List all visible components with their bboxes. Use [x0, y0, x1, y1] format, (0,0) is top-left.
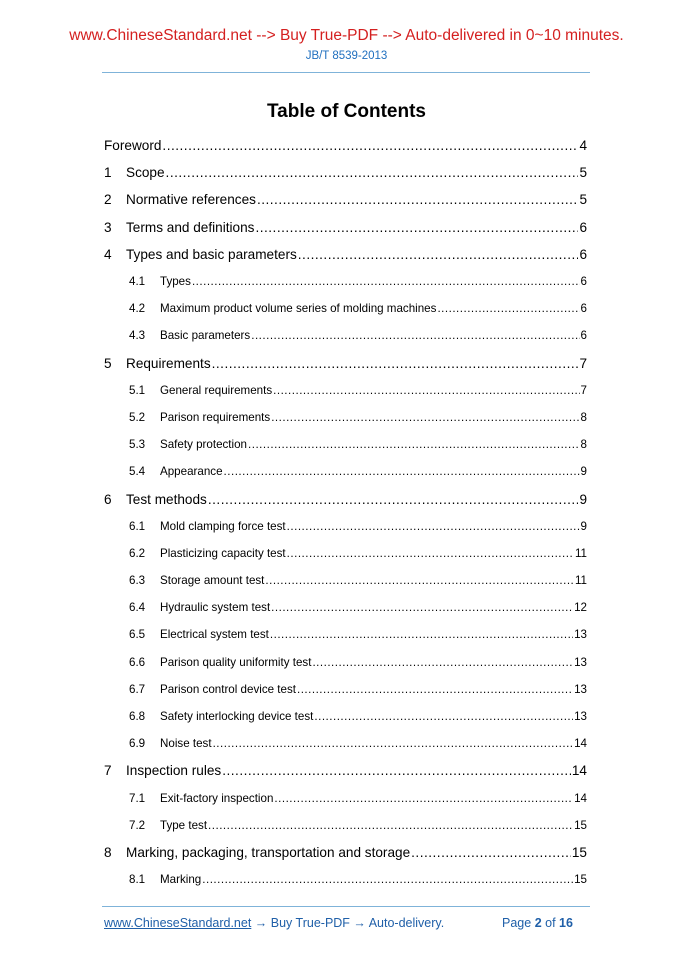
toc-entry-label: Storage amount test [160, 574, 265, 588]
toc-entry-label: Safety interlocking device test [160, 710, 314, 724]
toc-entry-label: Mold clamping force test [160, 519, 286, 533]
toc-leader-dots [213, 737, 574, 750]
toc-entry[interactable] [104, 703, 587, 730]
toc-entry[interactable] [104, 268, 587, 295]
toc-entry-page: 7 [580, 383, 587, 397]
toc-entry-number: 5.3 [129, 438, 146, 452]
toc-entry-label: Electrical system test [160, 628, 269, 642]
toc-entry[interactable] [104, 159, 587, 186]
toc-leader-dots [265, 574, 574, 587]
toc-entry-page: 13 [574, 655, 587, 669]
toc-entry[interactable] [104, 186, 587, 213]
toc-leader-dots [222, 763, 571, 778]
toc-entry-number: 6.7 [129, 682, 146, 696]
toc-entry-page: 15 [574, 873, 587, 887]
toc-leader-dots [274, 792, 573, 805]
toc-leader-dots [248, 438, 580, 451]
toc-entry-page: 7 [579, 355, 587, 371]
toc-leader-dots [411, 845, 571, 860]
toc-entry-label: Normative references [126, 192, 256, 208]
toc-entry[interactable] [104, 350, 587, 377]
toc-entry-page: 6 [580, 275, 587, 289]
toc-entry-label: Types [160, 275, 191, 289]
toc-leader-dots [271, 601, 573, 614]
toc-leader-dots [202, 873, 573, 886]
toc-entry-page: 9 [579, 491, 587, 507]
footer-promo [104, 916, 444, 930]
toc-entry[interactable] [104, 730, 587, 757]
toc-entry-page: 15 [574, 818, 587, 832]
toc-entry-label: Maximum product volume series of molding machines [160, 302, 437, 316]
toc-entry-label: Parison quality uniformity test [160, 655, 312, 669]
footer-tagline: → Buy True-PDF → Auto-delivery. [251, 916, 445, 930]
toc-entry-label: Hydraulic system test [160, 601, 271, 615]
toc-entry-page: 14 [574, 791, 587, 805]
toc-entry-page: 9 [580, 519, 587, 533]
toc-entry-number: 4.2 [129, 302, 146, 316]
toc-leader-dots [224, 465, 580, 478]
toc-entry-number: 6.8 [129, 710, 146, 724]
toc-entry-number: 6.3 [129, 574, 146, 588]
toc-leader-dots [270, 628, 573, 641]
toc-entry-number: 6.1 [129, 519, 146, 533]
toc-entry[interactable] [104, 812, 587, 839]
toc-entry-number: 7 [104, 763, 112, 779]
toc-entry-label: Type test [160, 818, 208, 832]
toc-entry[interactable] [104, 567, 587, 594]
toc-entry[interactable] [104, 132, 587, 159]
toc-entry-page: 14 [571, 763, 587, 779]
toc-entry-number: 3 [104, 219, 112, 235]
toc-entry-number: 8.1 [129, 873, 146, 887]
toc-entry[interactable] [104, 676, 587, 703]
toc-entry-number: 8 [104, 844, 112, 860]
toc-entry[interactable] [104, 785, 587, 812]
page-word: Page [502, 916, 532, 930]
toc-leader-dots [166, 165, 579, 180]
toc-entry-label: Parison control device test [160, 682, 296, 696]
toc-entry[interactable] [104, 594, 587, 621]
toc-entry[interactable] [104, 621, 587, 648]
toc-entry[interactable] [104, 377, 587, 404]
toc-entry[interactable] [104, 322, 587, 349]
toc-leader-dots [273, 384, 579, 397]
toc-entry-number: 6.9 [129, 737, 146, 751]
toc-leader-dots [162, 138, 578, 153]
toc-leader-dots [287, 547, 574, 560]
toc-entry[interactable] [104, 214, 587, 241]
toc-entry-label: Appearance [160, 465, 223, 479]
toc-entry-number: 7.2 [129, 818, 146, 832]
toc-entry-page: 5 [579, 192, 587, 208]
toc-entry-number: 2 [104, 192, 112, 208]
toc-entry-number: 5.1 [129, 383, 146, 397]
header-divider [102, 72, 590, 73]
table-of-contents [104, 132, 587, 893]
footer-site-link[interactable]: www.ChineseStandard.net [104, 916, 252, 930]
toc-leader-dots [314, 710, 573, 723]
toc-entry-label: Inspection rules [126, 763, 222, 779]
toc-entry[interactable] [104, 295, 587, 322]
page-total: 16 [559, 916, 573, 930]
toc-entry-page: 8 [580, 410, 587, 424]
toc-entry[interactable] [104, 540, 587, 567]
toc-leader-dots [298, 247, 579, 262]
toc-entry[interactable] [104, 458, 587, 485]
toc-leader-dots [208, 819, 573, 832]
toc-entry-page: 9 [580, 465, 587, 479]
footer-divider [102, 906, 590, 907]
toc-entry-label: Parison requirements [160, 410, 271, 424]
toc-entry-page: 6 [580, 329, 587, 343]
toc-entry-page: 13 [574, 710, 587, 724]
toc-entry-number: 6.2 [129, 546, 146, 560]
toc-entry[interactable] [104, 866, 587, 893]
toc-entry[interactable] [104, 513, 587, 540]
toc-entry[interactable] [104, 839, 587, 866]
toc-entry[interactable] [104, 649, 587, 676]
toc-leader-dots [257, 192, 578, 207]
toc-entry-number: 4.1 [129, 275, 146, 289]
toc-entry-number: 7.1 [129, 791, 146, 805]
toc-entry-label: Marking, packaging, transportation and storage [126, 844, 411, 860]
page-number [502, 916, 573, 930]
page-current: 2 [534, 916, 542, 930]
toc-entry[interactable] [104, 485, 587, 512]
toc-entry-page: 5 [579, 165, 587, 181]
toc-entry-page: 4 [579, 138, 587, 154]
toc-entry-page: 12 [574, 601, 587, 615]
toc-entry-label: Marking [160, 873, 202, 887]
toc-entry-number: 6.5 [129, 628, 146, 642]
toc-entry[interactable] [104, 241, 587, 268]
toc-entry-page: 13 [574, 628, 587, 642]
toc-entry-number: 4 [104, 246, 112, 262]
standard-code: JB/T 8539-2013 [305, 50, 388, 62]
toc-leader-dots [208, 492, 579, 507]
toc-entry-label: Terms and definitions [126, 219, 255, 235]
toc-entry-page: 15 [571, 844, 587, 860]
toc-entry-label: Basic parameters [160, 329, 251, 343]
toc-entry-page: 6 [579, 246, 587, 262]
toc-entry-label: Types and basic parameters [126, 246, 297, 262]
toc-leader-dots [271, 411, 579, 424]
page-of: of [545, 916, 556, 930]
toc-entry-label: Requirements [126, 355, 211, 371]
toc-entry-number: 5.4 [129, 465, 146, 479]
toc-entry-page: 6 [580, 302, 587, 316]
toc-leader-dots [192, 275, 580, 288]
toc-entry-number: 1 [104, 165, 112, 181]
toc-leader-dots [437, 302, 579, 315]
toc-entry-label: General requirements [160, 383, 273, 397]
toc-entry-label: Safety protection [160, 438, 248, 452]
toc-entry[interactable] [104, 404, 587, 431]
toc-entry[interactable] [104, 757, 587, 784]
toc-entry-number: 4.3 [129, 329, 146, 343]
toc-leader-dots [255, 220, 578, 235]
toc-entry-page: 13 [574, 682, 587, 696]
toc-entry-label: Test methods [126, 491, 207, 507]
toc-entry-label: Exit-factory inspection [160, 791, 274, 805]
toc-leader-dots [212, 356, 579, 371]
toc-leader-dots [312, 656, 573, 669]
toc-entry-label: Plasticizing capacity test [160, 546, 286, 560]
toc-leader-dots [251, 329, 579, 342]
toc-entry-number: 6 [104, 491, 112, 507]
toc-entry[interactable] [104, 431, 587, 458]
toc-entry-number: 5.2 [129, 410, 146, 424]
toc-leader-dots [297, 683, 573, 696]
toc-entry-label: Noise test [160, 737, 212, 751]
toc-entry-page: 11 [574, 546, 587, 560]
toc-entry-number: 6.6 [129, 655, 146, 669]
toc-entry-page: 6 [579, 219, 587, 235]
toc-leader-dots [287, 520, 580, 533]
page-title: Table of Contents [266, 101, 427, 122]
toc-entry-number: 5 [104, 355, 112, 371]
toc-entry-label: Scope [126, 165, 165, 181]
toc-entry-number: 6.4 [129, 601, 146, 615]
toc-entry-page: 11 [574, 574, 587, 588]
toc-entry-label: Foreword [104, 138, 162, 154]
toc-entry-page: 14 [574, 737, 587, 751]
toc-entry-page: 8 [580, 438, 587, 452]
header-banner: www.ChineseStandard.net --> Buy True-PDF --> Auto-delivered in 0~10 minutes. [69, 27, 624, 44]
